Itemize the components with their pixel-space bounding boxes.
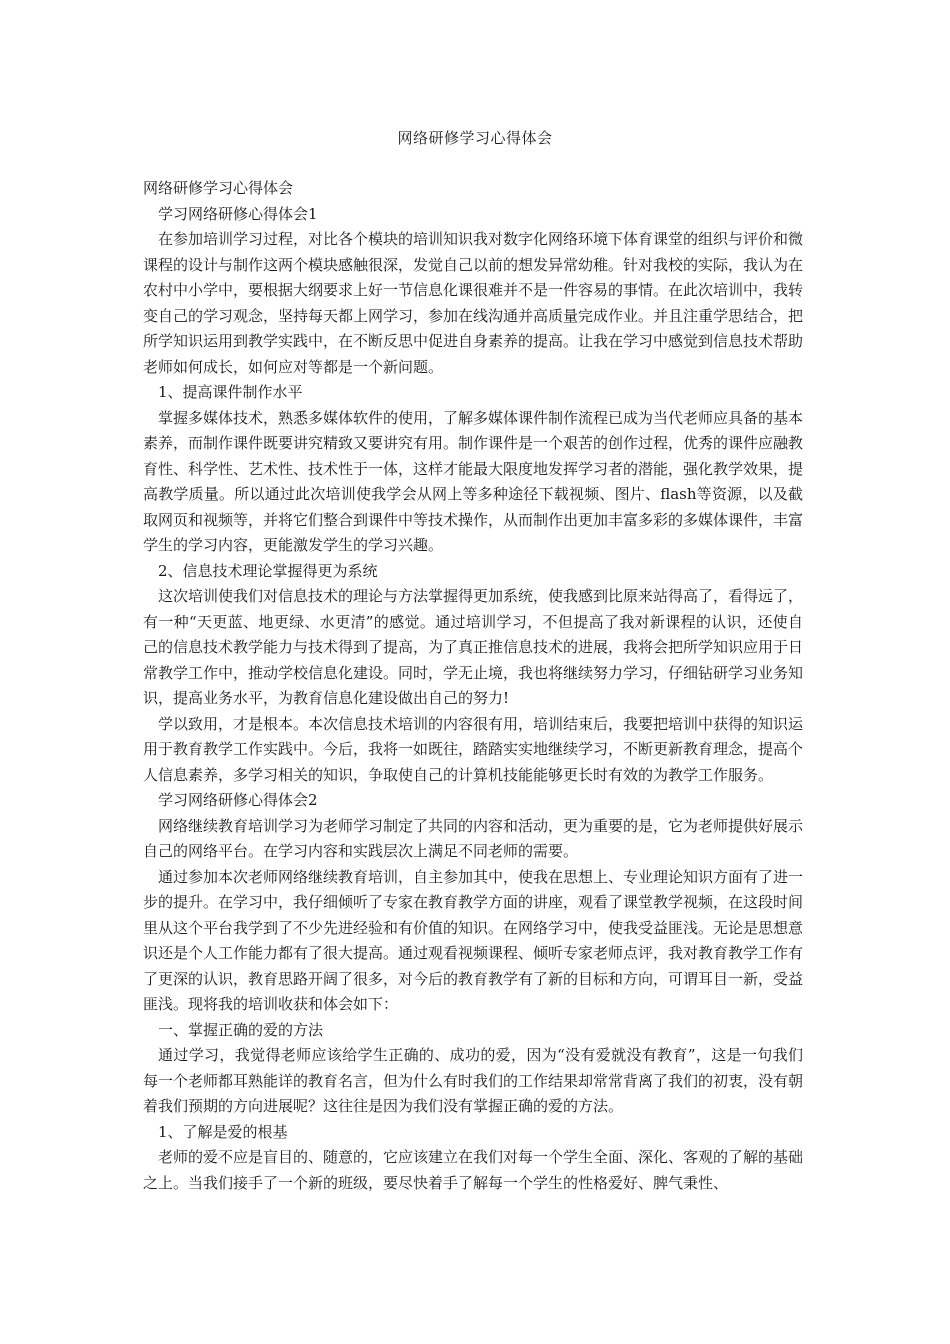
body-paragraph: 网络继续教育培训学习为老师学习制定了共同的内容和活动，更为重要的是，它为老师提供好展示自己的网络平台。在学习内容和实践层次上满足不同老师的需要。 bbox=[143, 816, 804, 860]
body-paragraph: 掌握多媒体技术，熟悉多媒体软件的使用，了解多媒体课件制作流程已成为当代老师应具备的基本素养，而制作课件既要讲究精致又要讲究有用。制作课件是一个艰苦的创作过程，优秀的课件应融教育性、科学性、艺术性、技术性于一体，这样才能最大限度地发挥学习者的潜能，强化教学效果，提高教学质量。所以通过此次培训使我学会从网上等多种途径下载视频、图片、flash等资源，以及截取网页和视频等，并将它们整合到课件中等技术操作，从而制作出更加丰富多彩的多媒体课件，丰富学生的学习内容，更能激发学生的学习兴趣。 bbox=[143, 408, 804, 554]
body-paragraph: 在参加培训学习过程，对比各个模块的培训知识我对数字化网络环境下体育课堂的组织与评价和微课程的设计与制作这两个模块感触很深，发觉自己以前的想发异常幼稚。针对我校的实际，我认为在农村中小学中，要根据大纲要求上好一节信息化课很难并不是一件容易的事情。在此次培训中，我转变自己的学习观念，坚持每天都上网学习，参加在线沟通并高质量完成作业。并且注重学思结合，把所学知识运用到教学实践中，在不断反思中促进自身素养的提高。让我在学习中感觉到信息技术帮助老师如何成长，如何应对等都是一个新问题。 bbox=[143, 230, 804, 376]
subsection-heading: 1、了解是爱的根基 bbox=[158, 1122, 288, 1141]
body-paragraph: 这次培训使我们对信息技术的理论与方法掌握得更加系统，使我感到比原来站得高了，看得远了，有一种“天更蓝、地更绿、水更清”的感觉。通过培训学习，不但提高了我对新课程的认识，还使自己的信息技术教学能力与技术得到了提高，为了真正推信息技术的进展，我将会把所学知识应用于日常教学工作中，推动学校信息化建设。同时，学无止境，我也将继续努力学习，仔细钻研学习业务知识，提高业务水平，为教育信息化建设做出自己的努力! bbox=[143, 587, 804, 707]
body-heading: 网络研修学习心得体会 bbox=[143, 179, 294, 197]
body-paragraph: 通过参加本次老师网络继续教育培训，自主参加其中，使我在思想上、专业理论知识方面有了进一步的提升。在学习中，我仔细倾听了专家在教育教学方面的讲座，观看了课堂教学视频，在这段时间里从这个平台我学到了不少先进经验和有价值的知识。在网络学习中，使我受益匪浅。无论是思想意识还是个人工作能力都有了很大提高。通过观看视频课程、倾听专家老师点评，我对教育教学工作有了更深的认识，教育思路开阔了很多，对今后的教育教学有了新的目标和方向，可谓耳目一新，受益匪浅。现将我的培训收获和体会如下： bbox=[143, 867, 804, 1013]
subsection-heading: 2、信息技术理论掌握得更为系统 bbox=[158, 561, 378, 580]
document-title: 网络研修学习心得体会 bbox=[397, 129, 553, 147]
subsection-heading: 一、掌握正确的爱的方法 bbox=[158, 1020, 324, 1039]
subsection-heading: 1、提高课件制作水平 bbox=[158, 383, 303, 401]
section-heading: 学习网络研修心得体会2 bbox=[158, 791, 318, 809]
section-heading: 学习网络研修心得体会1 bbox=[158, 204, 318, 223]
body-paragraph: 学以致用，才是根本。本次信息技术培训的内容很有用，培训结束后，我要把培训中获得的知识运用于教育教学工作实践中。今后，我将一如既往，踏踏实实地继续学习，不断更新教育理念，提高个人信息素养，多学习相关的知识，争取使自己的计算机技能能够更长时有效的为教学工作服务。 bbox=[143, 714, 804, 784]
body-paragraph: 老师的爱不应是盲目的、随意的，它应该建立在我们对每一个学生全面、深化、客观的了解的基础之上。当我们接手了一个新的班级，要尽快着手了解每一个学生的性格爱好、脾气秉性、 bbox=[143, 1148, 804, 1192]
body-paragraph: 通过学习，我觉得老师应该给学生正确的、成功的爱，因为“没有爱就没有教育”，这是一句我们每一个老师都耳熟能详的教育名言，但为什么有时我们的工作结果却常常背离了我们的初衷，没有朝着我们预期的方向进展呢？这往往是因为我们没有掌握正确的爱的方法。 bbox=[143, 1046, 804, 1115]
document-body bbox=[143, 176, 803, 1196]
